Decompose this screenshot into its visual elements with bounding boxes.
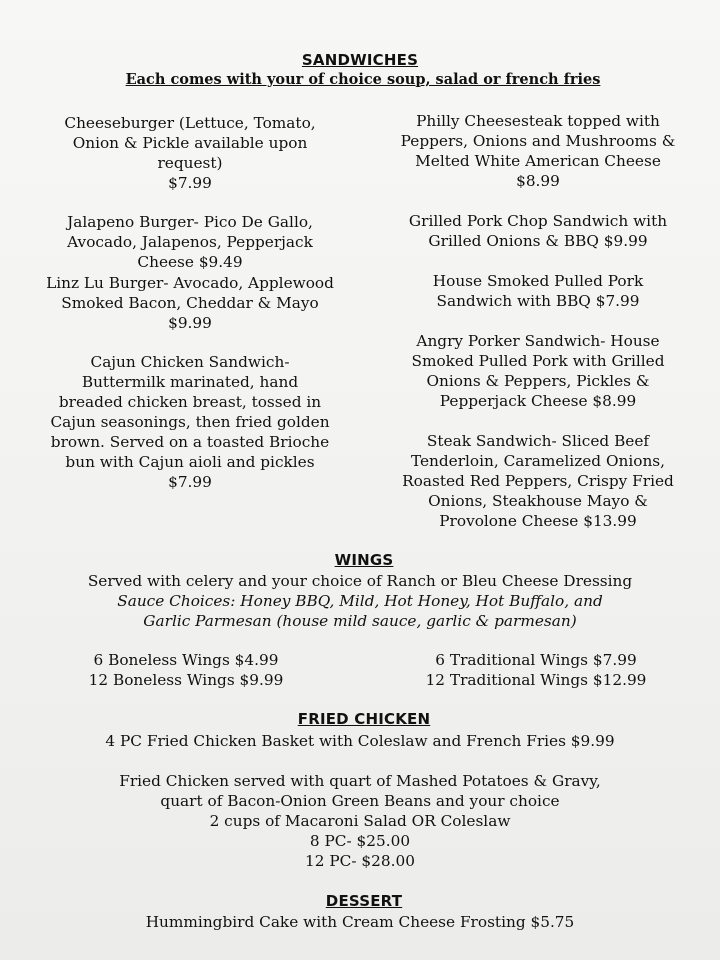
wings-option: 12 Traditional Wings $12.99 bbox=[425, 671, 647, 689]
wings-sauce-choices-cont bbox=[0, 611, 720, 631]
wings-option: 6 Traditional Wings $7.99 bbox=[435, 651, 637, 669]
item-line: Fried Chicken served with quart of Mashed Potatoes & Gravy, bbox=[119, 772, 601, 790]
wings-sauce-choices bbox=[0, 591, 720, 611]
item-line: 2 cups of Macaroni Salad OR Coleslaw bbox=[209, 812, 511, 830]
menu-item-angry-porker-sandwich bbox=[368, 331, 708, 411]
item-line: Cajun Chicken Sandwich- bbox=[90, 353, 290, 371]
item-line: House Smoked Pulled Pork bbox=[432, 272, 644, 290]
wings-title: WINGS bbox=[334, 551, 394, 569]
wings-option: 12 Boneless Wings $9.99 bbox=[88, 671, 284, 689]
item-price: $7.99 bbox=[168, 174, 212, 192]
menu-item-linz-lu-burger bbox=[20, 273, 360, 333]
item-line: brown. Served on a toasted Brioche bbox=[50, 433, 330, 451]
item-price: 8 PC- $25.00 bbox=[309, 832, 411, 850]
fried-chicken-family-meal bbox=[0, 771, 720, 871]
item-line: Angry Porker Sandwich- House bbox=[416, 332, 660, 350]
item-line: Philly Cheesesteak topped with bbox=[416, 112, 660, 130]
item-line: Tenderloin, Caramelized Onions, bbox=[410, 452, 666, 470]
wings-option: 6 Boneless Wings $4.99 bbox=[93, 651, 279, 669]
item-line: Onions & Peppers, Pickles & bbox=[426, 372, 650, 390]
item-line: Smoked Bacon, Cheddar & Mayo bbox=[61, 294, 319, 312]
item-price: $8.99 bbox=[516, 172, 560, 190]
boneless-wings bbox=[16, 650, 356, 690]
item-line: request) bbox=[157, 154, 223, 172]
item-line: Peppers, Onions and Mushrooms & bbox=[400, 132, 676, 150]
item-price: $9.99 bbox=[168, 314, 212, 332]
item-price: 12 PC- $28.00 bbox=[305, 852, 415, 870]
sauce-line: Garlic Parmesan (house mild sauce, garlic & parmesan) bbox=[143, 612, 577, 630]
item-line: Avocado, Jalapenos, Pepperjack bbox=[67, 233, 313, 251]
item-line: Sandwich with BBQ $7.99 bbox=[436, 292, 640, 310]
item-line: Onions, Steakhouse Mayo & bbox=[428, 492, 648, 510]
item-line: Roasted Red Peppers, Crispy Fried bbox=[402, 472, 674, 490]
menu-item-house-smoked-pulled-pork bbox=[368, 271, 708, 311]
menu-item-cajun-chicken-sandwich bbox=[20, 352, 360, 492]
menu-item-cheeseburger bbox=[20, 113, 360, 193]
fried-chicken-basket: 4 PC Fried Chicken Basket with Coleslaw and French Fries $9.99 bbox=[105, 732, 615, 750]
sandwiches-title: SANDWICHES bbox=[301, 51, 419, 69]
item-line: Cheeseburger (Lettuce, Tomato, bbox=[64, 114, 316, 132]
fried-chicken-title: FRIED CHICKEN bbox=[297, 710, 431, 728]
sandwiches-subtitle: Each comes with your of choice soup, salad or french fries bbox=[125, 71, 601, 88]
dessert-title: DESSERT bbox=[325, 892, 403, 910]
item-line: breaded chicken breast, tossed in bbox=[58, 393, 322, 411]
item-line: Grilled Pork Chop Sandwich with bbox=[408, 212, 668, 230]
item-line: Smoked Pulled Pork with Grilled bbox=[411, 352, 665, 370]
item-line: Melted White American Cheese bbox=[415, 152, 661, 170]
item-line: Buttermilk marinated, hand bbox=[81, 373, 299, 391]
sauce-line: Sauce Choices: Honey BBQ, Mild, Hot Honey, Hot Buffalo, and bbox=[117, 592, 603, 610]
item-line: Cheese $9.49 bbox=[137, 253, 243, 271]
menu-item-steak-sandwich bbox=[368, 431, 708, 531]
dessert-item: Hummingbird Cake with Cream Cheese Frosting $5.75 bbox=[145, 913, 575, 931]
item-line: Steak Sandwich- Sliced Beef bbox=[426, 432, 650, 450]
wings-description: Served with celery and your choice of Ranch or Bleu Cheese Dressing bbox=[87, 572, 633, 590]
item-line: Provolone Cheese $13.99 bbox=[439, 512, 637, 530]
item-line: Pepperjack Cheese $8.99 bbox=[439, 392, 637, 410]
menu-item-philly-cheesesteak bbox=[368, 111, 708, 191]
menu-item-grilled-pork-chop-sandwich bbox=[368, 211, 708, 251]
item-line: bun with Cajun aioli and pickles bbox=[65, 453, 315, 471]
menu-item-jalapeno-burger bbox=[20, 212, 360, 272]
item-line: quart of Bacon-Onion Green Beans and your choice bbox=[160, 792, 560, 810]
traditional-wings bbox=[366, 650, 706, 690]
item-line: Cajun seasonings, then fried golden bbox=[50, 413, 330, 431]
item-line: Grilled Onions & BBQ $9.99 bbox=[428, 232, 648, 250]
item-line: Linz Lu Burger- Avocado, Applewood bbox=[46, 274, 334, 292]
item-line: Jalapeno Burger- Pico De Gallo, bbox=[67, 213, 313, 231]
item-price: $7.99 bbox=[168, 473, 212, 491]
item-line: Onion & Pickle available upon bbox=[72, 134, 308, 152]
